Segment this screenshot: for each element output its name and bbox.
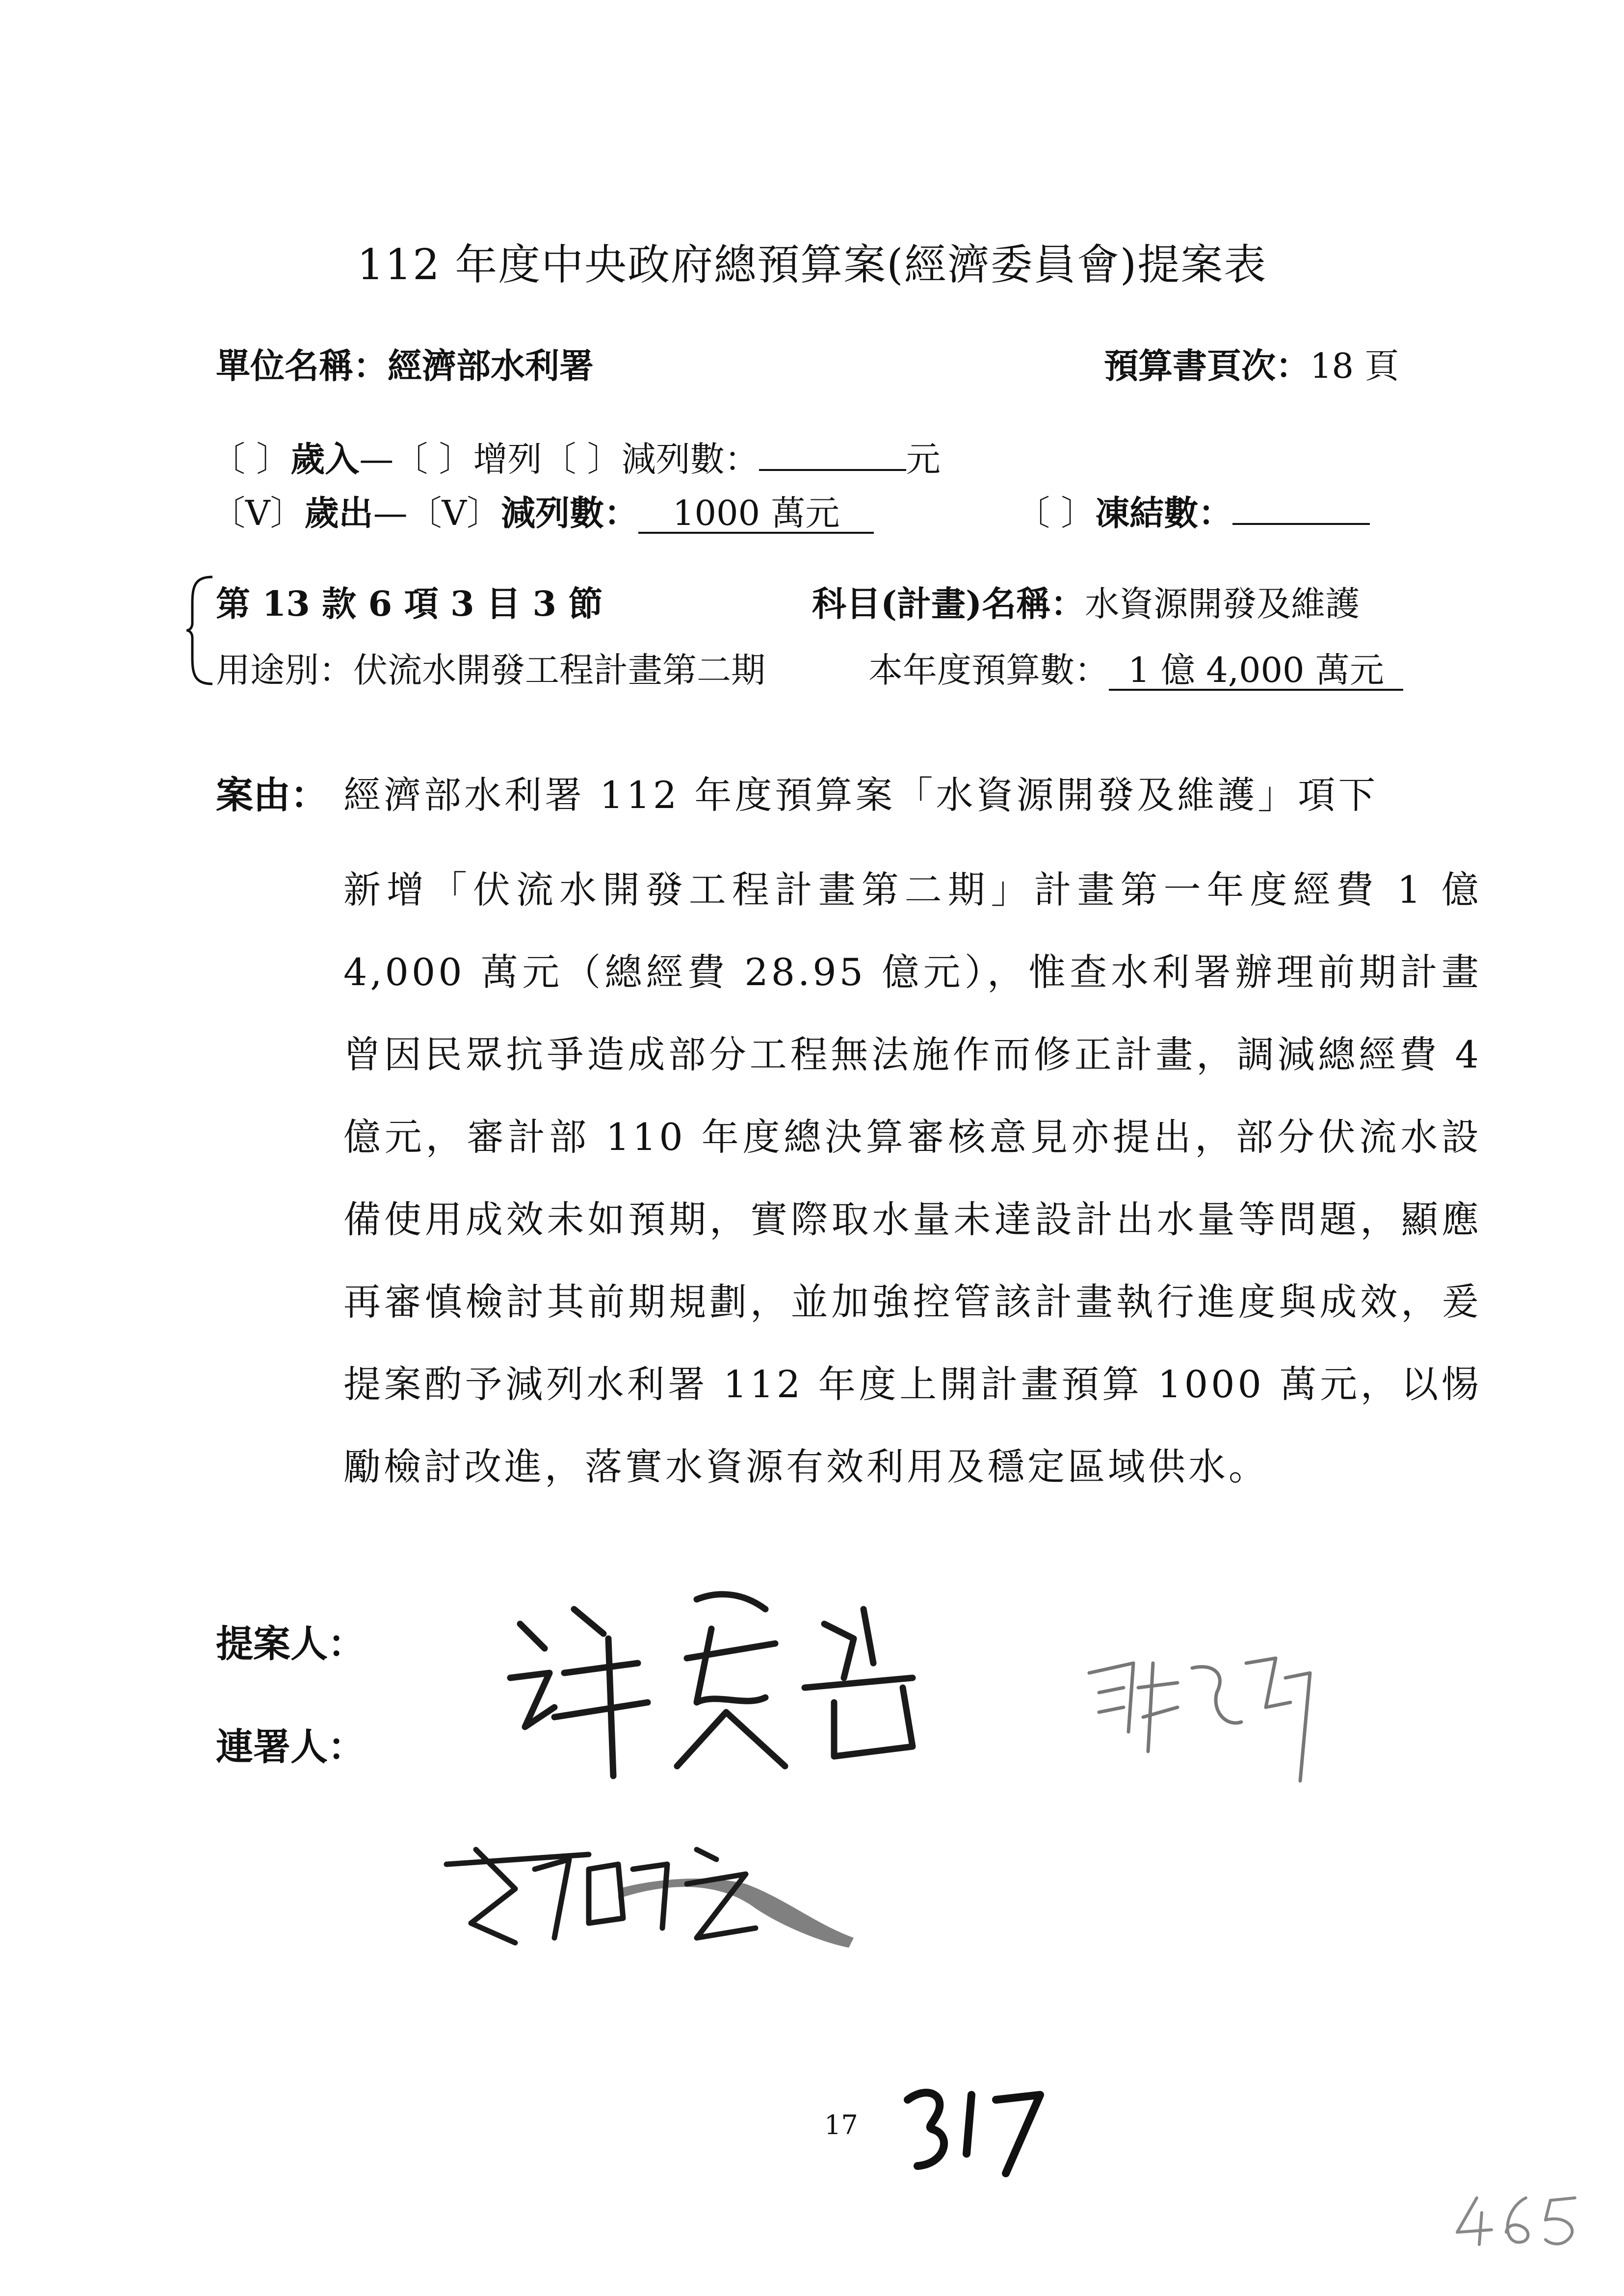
section-code: 第 13 款 6 項 3 目 3 節 — [216, 583, 603, 624]
reason-label: 案由： — [216, 773, 328, 817]
revenue-checkbox: 〔 〕 — [211, 439, 291, 479]
freeze-amount-blank — [1232, 523, 1370, 525]
revenue-dash: — — [359, 439, 394, 479]
freeze-field — [1016, 486, 1370, 535]
proposer-label: 提案人： — [216, 1622, 365, 1666]
purpose-value: 伏流水開發工程計畫第二期 — [353, 650, 765, 690]
revenue-label: 歲入 — [290, 439, 360, 479]
page-number: 17 — [824, 2110, 858, 2140]
annual-budget — [868, 643, 1403, 692]
annual-budget-label: 本年度預算數： — [868, 650, 1109, 690]
subject-value: 水資源開發及維護 — [1085, 584, 1360, 624]
unit-label: 單位名稱： — [216, 345, 388, 386]
reason-first-line: 經濟部水利署 112 年度預算案「水資源開發及維護」項下 — [343, 773, 1379, 817]
form-title: 112 年度中央政府總預算案(經濟委員會)提案表 — [357, 240, 1267, 289]
revenue-decrease-checkbox: 〔 〕 — [542, 439, 622, 479]
handwritten-number-317 — [898, 2080, 1055, 2178]
budget-page-value: 18 頁 — [1310, 346, 1399, 386]
cosigner-label: 連署人： — [216, 1725, 365, 1769]
revenue-increase-label: 增列 — [473, 439, 542, 479]
expense-decrease-amount: 1000 萬元 — [638, 496, 874, 534]
purpose-label: 用途別： — [216, 650, 353, 690]
revenue-unit: 元 — [906, 439, 941, 479]
freeze-label: 凍結數： — [1095, 493, 1233, 533]
budget-page-label: 預算書頁次： — [1104, 345, 1310, 386]
purpose-line — [216, 643, 765, 692]
revenue-decrease-label: 減列數： — [621, 439, 759, 479]
budget-page — [1104, 339, 1399, 388]
expense-decrease-label: 減列數： — [501, 493, 639, 533]
revenue-increase-checkbox: 〔 〕 — [393, 439, 473, 479]
revenue-line — [211, 432, 941, 481]
expense-decrease-checkbox: 〔V〕 — [407, 493, 501, 533]
subject-label: 科目(計畫)名稱： — [812, 583, 1085, 624]
subject-name — [812, 576, 1360, 626]
cosigner-signature-2 — [442, 1825, 864, 1953]
expense-checkbox: 〔V〕 — [211, 493, 305, 533]
expense-line — [211, 486, 874, 535]
unit-name — [216, 339, 594, 388]
unit-value: 經濟部水利署 — [388, 345, 594, 386]
bracket-mark — [185, 574, 215, 687]
annual-budget-value: 1 億 4,000 萬元 — [1109, 652, 1403, 691]
proposer-signature — [491, 1580, 942, 1786]
expense-dash: — — [373, 493, 408, 533]
freeze-checkbox: 〔 〕 — [1016, 493, 1096, 533]
revenue-amount-blank — [759, 469, 906, 471]
cosigner-signature-1 — [1079, 1634, 1325, 1796]
expense-label: 歲出 — [304, 493, 373, 533]
handwritten-number-465 — [1452, 2188, 1590, 2252]
reason-body: 新增「伏流水開發工程計畫第二期」計畫第一年度經費 1 億 4,000 萬元（總經費 28.95 億元），惟查水利署辦理前期計畫曾因民眾抗爭造成部分工程無法施作而修正計畫，調減總經費 4 億元，審計部 110 年度總決算審核意見亦提出，部分伏流水設備使用成效未如預期，實際取水量未達設計出水量等問題，顯應再審慎檢討其前期規劃，並加強控管該計畫執行進度與成效，爰提案酌予減列水利署 112 年度上開計畫預算 1000 萬元，以惕勵檢討改進，落實水資源有效利用及穩定區域供水。 — [343, 868, 1482, 1488]
